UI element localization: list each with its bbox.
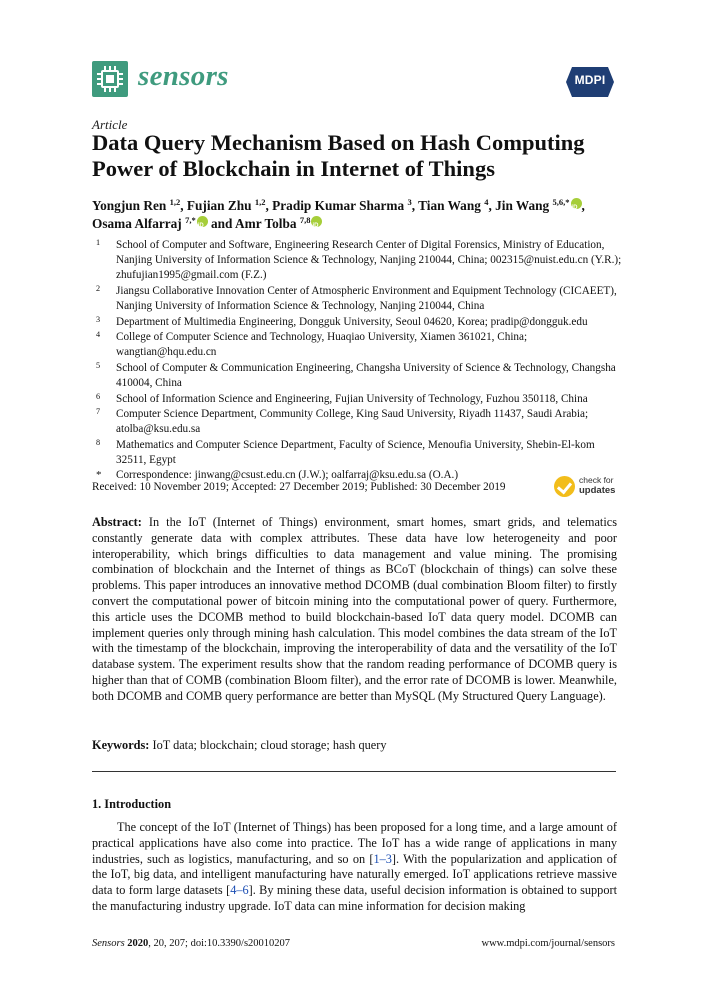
affiliation-text: School of Computer & Communication Engineering, Changsha University of Science & Technology, Changsha 410004, China	[116, 361, 616, 390]
affiliation-number: 6	[96, 391, 101, 401]
keywords-text: IoT data; blockchain; cloud storage; hash query	[152, 738, 387, 752]
article-type: Article	[92, 117, 128, 132]
mdpi-logo-icon	[566, 67, 614, 97]
author-separator: and	[207, 216, 236, 231]
author-affil-sup: 7,8	[299, 215, 311, 225]
divider	[92, 771, 616, 772]
affiliation-number: *	[96, 469, 102, 482]
mdpi-logo-text: MDPI	[574, 73, 606, 87]
affiliation-text: School of Computer and Software, Engineering Research Center of Digital Forensics, Ministry of Education, Nanjing University of Information Science & Technology, Nanjing 210044, China; 002315@nuist.edu.cn (Y.R.); zhufujian1995@gmail.com (F.Z.)	[116, 239, 622, 282]
affiliation-item	[92, 361, 622, 391]
author-affil-sup: 4	[484, 197, 489, 207]
affiliation-item	[92, 330, 622, 360]
orcid-icon[interactable]	[571, 198, 582, 209]
footer-year: 2020	[127, 938, 149, 949]
check-for-updates-button[interactable]	[554, 474, 624, 498]
affiliation-number: 1	[96, 238, 101, 247]
author-name: Pradip Kumar Sharma	[272, 198, 405, 213]
affiliation-text: School of Information Science and Engineering, Fujian University of Technology, Fuzhou 350118, China	[116, 392, 588, 405]
abstract-text: In the IoT (Internet of Things) environment, smart homes, smart grids, and telematics constantly generate data with complex attributes. These data have low heterogeneity and poor interoperability, which brings difficulties to data management and value mining. The promising combination of blockchain and the Internet of things as BCoT (blockchain of things) can solve these problems. This paper introduces an innovative method DCOMB (dual combination Bloom filter) to firstly convert the computational power of bitcoin mining into the computational power of query. Furthermore, this article uses the DCOMB method to build blockchain-based IoT data query model. DCOMB can implement queries only through mining hash calculation. This model combines the data stream of the IoT with the timestamp of the blockchain, improving the interoperability of data and the versatility of the IoT database system. The experiment results show that the random reading performance of DCOMB query is higher than that of COMB (combination Bloom filter), and the error rate of DCOMB is lower. Meanwhile, both DCOMB and COMB query performance are better than MySQL (My Structured Query Language).	[92, 515, 617, 703]
author-name: Amr Tolba	[235, 216, 297, 231]
footer-journal: Sensors	[92, 938, 125, 949]
author-name: Yongjun Ren	[92, 198, 167, 213]
affiliation-text: Jiangsu Collaborative Innovation Center of Atmospheric Environment and Equipment Technology (CICAEET), Nanjing University of Information Science & Technology, Nanjing 210044, China	[116, 284, 617, 313]
page-title: Data Query Mechanism Based on Hash Computing Power of Blockchain in Internet of Things	[92, 130, 585, 181]
citation-link[interactable]: 4–6	[230, 883, 249, 898]
affiliation-number: 3	[96, 314, 101, 324]
affiliation-item	[92, 284, 622, 314]
affiliation-item	[92, 315, 622, 330]
affiliation-text: Correspondence: jinwang@csust.edu.cn (J.W.); oalfarraj@ksu.edu.sa (O.A.)	[116, 469, 459, 482]
abstract	[92, 515, 617, 705]
author-name: Jin Wang	[495, 198, 550, 213]
author-name: Tian Wang	[418, 198, 481, 213]
body-text-part: ]. By mining these data, useful decision information is obtained to support the manufacturing industry upgrade. IoT data can mine information for decision making	[92, 883, 617, 913]
affiliation-text: College of Computer Science and Technology, Huaqiao University, Xiamen 361021, China; wangtian@hqu.edu.cn	[116, 331, 528, 359]
author-affil-sup: 1,2	[169, 197, 181, 207]
author-separator: ,	[265, 198, 273, 213]
affiliation-number: 8	[96, 437, 101, 447]
affiliation-list	[92, 238, 622, 484]
affiliation-number: 5	[96, 360, 101, 370]
section-title: 1. Introduction	[92, 797, 172, 811]
abstract-label: Abstract:	[92, 515, 142, 529]
author-name: Osama Alfarraj	[92, 216, 182, 231]
affiliation-number: 4	[96, 330, 101, 340]
journal-logo-icon	[92, 61, 128, 97]
author-list	[92, 197, 622, 233]
author-separator: ,	[411, 198, 419, 213]
author-separator: ,	[180, 198, 187, 213]
affiliation-text: Mathematics and Computer Science Department, Faculty of Science, Menoufia University, Shebin-El-kom 32511, Egypt	[116, 438, 595, 466]
affiliation-text: Computer Science Department, Community College, King Saud University, Riyadh 11437, Saudi Arabia; atolba@ksu.edu.sa	[116, 408, 589, 436]
affiliation-item	[92, 238, 622, 284]
footer-url[interactable]: www.mdpi.com/journal/sensors	[481, 938, 615, 949]
author-name: Fujian Zhu	[186, 198, 252, 213]
affiliation-item	[92, 392, 622, 407]
publication-dates: Received: 10 November 2019; Accepted: 27 December 2019; Published: 30 December 2019	[92, 481, 506, 493]
author-affil-sup: 7,*	[185, 215, 196, 225]
author-affil-sup: 5,6,*	[552, 197, 570, 207]
body-text-part: The concept of the IoT (Internet of Things) has been proposed for a long time, and a large amount of practical applications have also come into practice. The IoT has a wide range of applications in many industries, such as logistics, manufacturing, and so on [	[92, 820, 617, 866]
body-text-part: ]. With the popularization and application of the IoT, big data, and intelligent manufacturing have naturally emerged. IoT applications retrieve massive data to form large datasets [	[92, 851, 617, 898]
check-icon	[554, 476, 575, 497]
author-separator: ,	[581, 198, 585, 213]
citation-link[interactable]: 1–3	[373, 851, 392, 866]
section-body	[92, 820, 617, 915]
author-affil-sup: 3	[407, 197, 412, 207]
affiliation-number: 7	[96, 407, 101, 417]
footer-rest: , 20, 207; doi:10.3390/s20010207	[148, 938, 291, 949]
updates-label: updates	[579, 485, 616, 496]
footer-citation	[92, 938, 290, 949]
affiliation-item	[92, 407, 622, 437]
journal-name: sensors	[138, 60, 229, 92]
keywords-label: Keywords:	[92, 738, 150, 752]
orcid-icon[interactable]	[311, 216, 322, 227]
affiliation-item	[92, 438, 622, 468]
keywords	[92, 738, 617, 753]
affiliation-number: 2	[96, 283, 101, 293]
author-separator: ,	[488, 198, 496, 213]
check-for-label: check for	[579, 475, 614, 485]
orcid-icon[interactable]	[197, 216, 208, 227]
author-affil-sup: 1,2	[254, 197, 266, 207]
affiliation-text: Department of Multimedia Engineering, Dongguk University, Seoul 04620, Korea; pradip@dongguk.edu	[116, 315, 588, 328]
